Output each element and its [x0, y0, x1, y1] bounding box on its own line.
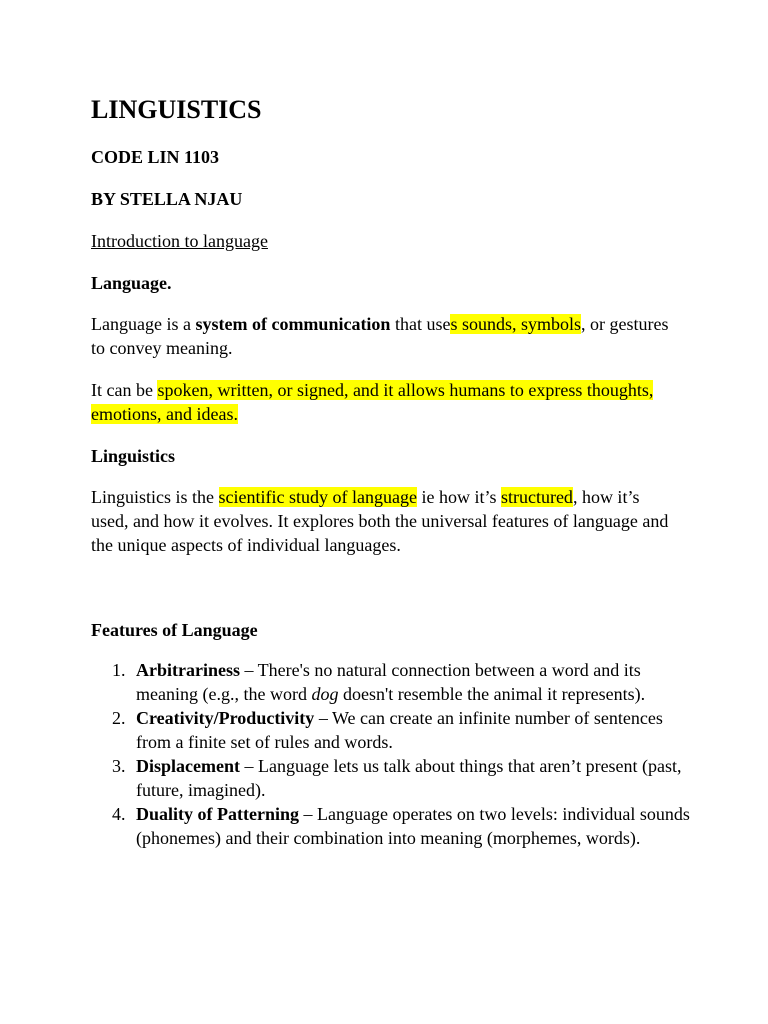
- list-number: 3.: [112, 756, 126, 776]
- list-number: 2.: [112, 708, 126, 728]
- text-run: Language is a: [91, 314, 196, 334]
- feature-description: – There's no natural connection between a word and its meaning (e.g., the word: [136, 660, 641, 704]
- text-run: , or gestures to convey meaning.: [91, 314, 669, 358]
- feature-description: doesn't resemble the animal it represents).: [338, 684, 646, 704]
- text-run: ie how it’s: [416, 487, 501, 507]
- language-heading: Language.: [91, 273, 172, 293]
- language-paragraph-2: [91, 378, 681, 426]
- text-run: that use: [390, 314, 451, 334]
- highlighted-text: s sounds, symbols: [450, 314, 581, 334]
- list-number: 4.: [112, 804, 126, 824]
- document-title: LINGUISTICS: [91, 95, 262, 124]
- feature-term: Displacement: [136, 756, 240, 776]
- list-item: [91, 802, 691, 850]
- bold-term: system of communication: [195, 314, 391, 334]
- list-number: 1.: [112, 660, 126, 680]
- highlighted-text: scientific study of language: [218, 487, 417, 507]
- feature-description: – Language operates on two levels: individual sounds (phonemes) and their combination into meaning (morphemes, words).: [136, 804, 690, 848]
- linguistics-heading: Linguistics: [91, 446, 176, 466]
- list-item: [91, 658, 691, 706]
- highlighted-text: structured: [500, 487, 573, 507]
- intro-heading: Introduction to language: [91, 231, 268, 251]
- text-run: Linguistics is the: [91, 487, 219, 507]
- feature-term: Creativity/Productivity: [136, 708, 315, 728]
- feature-description: – Language lets us talk about things that aren’t present (past, future, imagined).: [136, 756, 682, 800]
- list-item: [91, 706, 691, 754]
- list-item: [91, 754, 691, 802]
- feature-term: Duality of Patterning: [136, 804, 299, 824]
- features-heading: Features of Language: [91, 620, 258, 640]
- language-paragraph-1: [91, 312, 681, 360]
- author-line: BY STELLA NJAU: [91, 189, 243, 209]
- feature-term: Arbitrariness: [136, 660, 240, 680]
- features-list: [91, 658, 691, 850]
- feature-description: – We can create an infinite number of sentences from a finite set of rules and words.: [136, 708, 663, 752]
- text-run: It can be: [91, 380, 158, 400]
- linguistics-paragraph: [91, 485, 681, 557]
- course-code: CODE LIN 1103: [91, 147, 220, 167]
- text-run: , how it’s used, and how it evolves. It explores both the universal features of language and the unique aspects of individual languages.: [91, 487, 669, 555]
- highlighted-text: spoken, written, or signed, and it allows humans to express thoughts, emotions, and ideas.: [91, 380, 654, 424]
- example-word: dog: [311, 684, 339, 704]
